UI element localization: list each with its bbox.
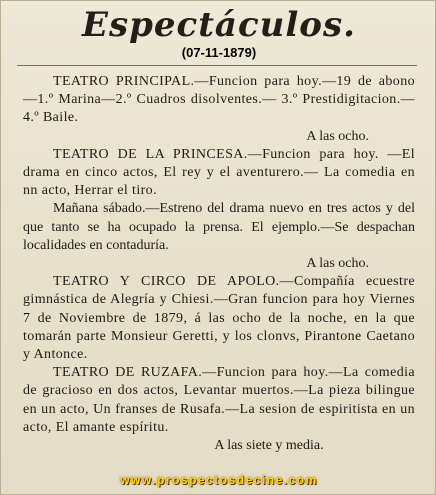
listings-body bbox=[23, 73, 415, 455]
article-teatro-principal: TEATRO PRINCIPAL.—Funcion para hoy.—19 de abono —1.º Marina—2.º Cuadros disolventes.— 3.º Prestidigitacion.—4.º Baile. bbox=[23, 74, 415, 126]
article-teatro-princesa-estreno: Mañana sábado.—Estreno del drama nuevo en tres actos y del que tanto se ha ocupado la prensa. El ejemplo.—Se despachan localidades en contaduría. bbox=[23, 201, 415, 253]
date-caption: (07-11-1879) bbox=[181, 45, 257, 60]
article-teatro-princesa-time: A las ocho. bbox=[306, 256, 369, 272]
article-teatro-ruzafa: TEATRO DE RUZAFA.—Funcion para hoy.—La comedia de gracioso en dos actos, Levantar muertos.—La pieza bilingue en un acto, Un franses de Rusafa.—La sesion de espiritista en un acto, El amante espíritu. bbox=[23, 365, 415, 435]
article-teatro-princesa: TEATRO DE LA PRINCESA.—Funcion para hoy. —El drama en cinco actos, El rey y el aventurero.— La comedia en nn acto, Herrar el tiro. bbox=[23, 146, 415, 199]
article-circo-apolo: TEATRO Y CIRCO DE APOLO.—Compañía ecuestre gimnástica de Alegría y Chiesi.—Gran funcion para hoy Viernes 7 de Noviembre de 1879, á las ocho de la noche, en la que tomarán parte Monsieur Geretti, y los clonvs, Pirantone Caetano y Antonce. bbox=[23, 274, 415, 363]
article-teatro-ruzafa-time: A las siete y media. bbox=[214, 438, 324, 454]
article-teatro-principal-time: A las ocho. bbox=[306, 128, 369, 144]
watermark-text: www.prospectosdecine.com bbox=[120, 473, 318, 487]
section-title: Espectáculos. bbox=[82, 5, 356, 45]
title-divider bbox=[17, 65, 417, 66]
